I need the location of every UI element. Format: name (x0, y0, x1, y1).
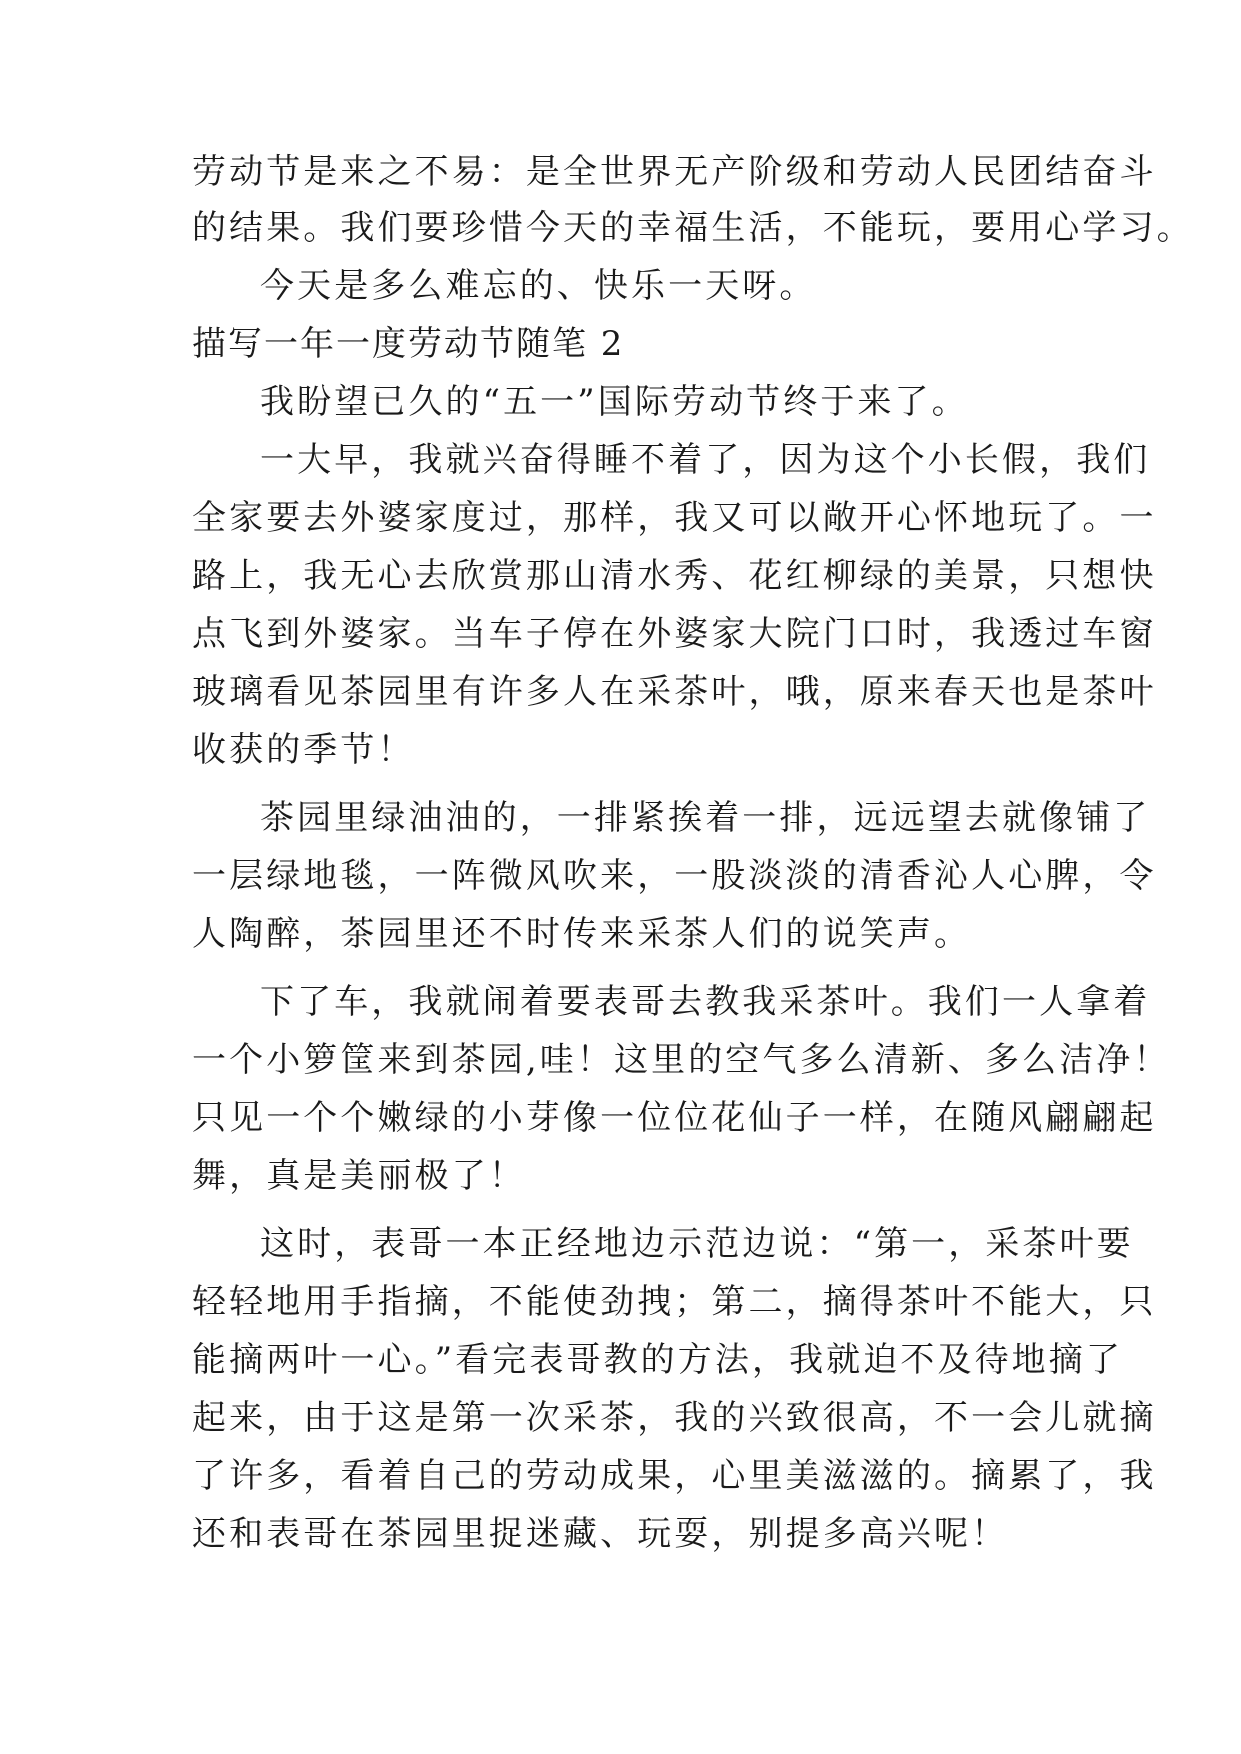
paragraph-line: 一层绿地毯，一阵微风吹来，一股淡淡的清香沁人心脾，令 (192, 856, 1157, 896)
paragraph-line: 一个小箩筐来到茶园,哇！这里的空气多么清新、多么洁净！ (192, 1040, 1171, 1080)
paragraph-line: 路上，我无心去欣赏那山清水秀、花红柳绿的美景，只想快 (192, 556, 1157, 596)
paragraph-line: 全家要去外婆家度过，那样，我又可以敞开心怀地玩了。一 (192, 498, 1157, 538)
paragraph-line: 能摘两叶一心。”看完表哥教的方法，我就迫不及待地摘了 (192, 1340, 1123, 1380)
paragraph-line: 劳动节是来之不易：是全世界无产阶级和劳动人民团结奋斗 (192, 152, 1157, 192)
paragraph-line: 人陶醉，茶园里还不时传来采茶人们的说笑声。 (192, 914, 972, 954)
paragraph-line: 一大早，我就兴奋得睡不着了，因为这个小长假，我们 (260, 440, 1151, 480)
paragraph-line: 点飞到外婆家。当车子停在外婆家大院门口时，我透过车窗 (192, 614, 1157, 654)
paragraph-line: 了许多，看着自己的劳动成果，心里美滋滋的。摘累了，我 (192, 1456, 1157, 1496)
paragraph-line: 还和表哥在茶园里捉迷藏、玩耍，别提多高兴呢！ (192, 1514, 1009, 1554)
paragraph-line: 下了车，我就闹着要表哥去教我采茶叶。我们一人拿着 (260, 982, 1151, 1022)
paragraph-line: 我盼望已久的“五一”国际劳动节终于来了。 (260, 382, 969, 422)
section-title: 描写一年一度劳动节随笔 2 (192, 324, 625, 364)
paragraph-line: 茶园里绿油油的，一排紧挨着一排，远远望去就像铺了 (260, 798, 1151, 838)
paragraph-line: 玻璃看见茶园里有许多人在采茶叶，哦，原来春天也是茶叶 (192, 672, 1157, 712)
paragraph-line: 收获的季节！ (192, 730, 415, 770)
paragraph-line: 轻轻地用手指摘，不能使劲拽；第二，摘得茶叶不能大，只 (192, 1282, 1157, 1322)
paragraph-line: 今天是多么难忘的、快乐一天呀。 (260, 266, 817, 306)
paragraph-line: 的结果。我们要珍惜今天的幸福生活，不能玩，要用心学习。 (192, 208, 1194, 248)
paragraph-line: 只见一个个嫩绿的小芽像一位位花仙子一样，在随风翩翩起 (192, 1098, 1157, 1138)
paragraph-line: 舞，真是美丽极了！ (192, 1156, 526, 1196)
paragraph-line: 起来，由于这是第一次采茶，我的兴致很高，不一会儿就摘 (192, 1398, 1157, 1438)
paragraph-line: 这时，表哥一本正经地边示范边说：“第一，采茶叶要 (260, 1224, 1134, 1264)
